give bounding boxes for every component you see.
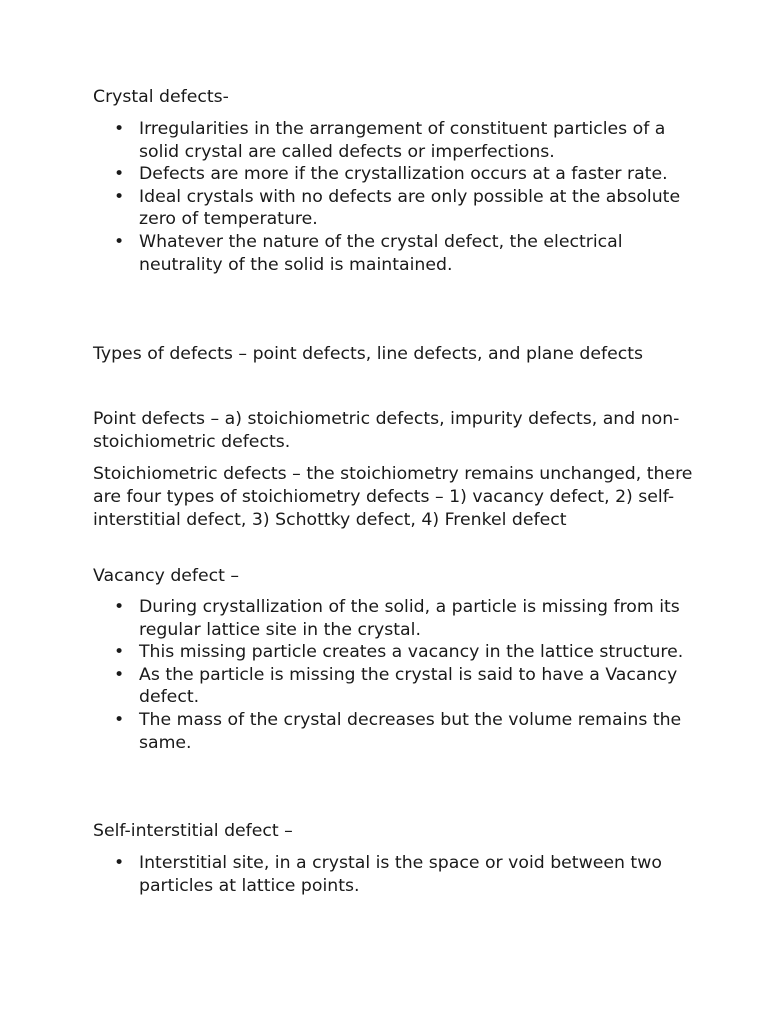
list-item-text: Whatever the nature of the crystal defect, the electrical neutrality of the solid is maintained.	[139, 231, 623, 275]
self-interstitial-list	[93, 852, 693, 897]
bullet-icon: •	[114, 709, 125, 730]
heading-self-interstitial-defect: Self-interstitial defect –	[93, 821, 293, 841]
bullet-icon: •	[114, 853, 125, 873]
list-item	[93, 118, 693, 163]
list-item-text: This missing particle creates a vacancy in the lattice structure.	[139, 642, 684, 663]
bullet-icon: •	[114, 164, 125, 185]
list-item	[93, 852, 693, 897]
list-item-text: Defects are more if the crystallization occurs at a faster rate.	[139, 164, 668, 185]
list-item	[93, 231, 693, 276]
list-item	[93, 186, 693, 231]
list-item	[93, 664, 693, 709]
heading-crystal-defects: Crystal defects-	[93, 87, 229, 107]
stoichiometric-defects: Stoichiometric defects – the stoichiometry remains unchanged, there are four types of stoichiometry defects – 1) vacancy defect, 2) self-interstitial defect, 3) Schottky defect, 4) Frenkel defect	[93, 464, 693, 530]
list-item-text: The mass of the crystal decreases but the volume remains the same.	[139, 709, 682, 753]
bullet-icon: •	[114, 231, 125, 252]
bullet-icon: •	[114, 186, 125, 207]
heading-vacancy-defect: Vacancy defect –	[93, 566, 240, 586]
list-item	[93, 596, 693, 641]
bullet-icon: •	[114, 597, 125, 617]
bullet-icon: •	[114, 119, 125, 139]
point-defects: Point defects – a) stoichiometric defects, impurity defects, and non-stoichiometric defects.	[93, 409, 680, 452]
list-item	[93, 709, 693, 754]
list-item	[93, 163, 693, 186]
list-item-text: Irregularities in the arrangement of constituent particles of a solid crystal are called defects or imperfections.	[139, 119, 666, 162]
list-item-text: Interstitial site, in a crystal is the space or void between two particles at lattice points.	[139, 853, 662, 896]
bullet-icon: •	[114, 664, 125, 685]
vacancy-defect-list	[93, 596, 693, 754]
list-item	[93, 641, 693, 664]
list-item-text: Ideal crystals with no defects are only possible at the absolute zero of temperature.	[139, 186, 681, 230]
bullet-icon: •	[114, 642, 125, 663]
types-of-defects: Types of defects – point defects, line defects, and plane defects	[93, 344, 644, 364]
crystal-defects-list	[93, 118, 693, 276]
list-item-text: As the particle is missing the crystal is said to have a Vacancy defect.	[139, 664, 678, 708]
list-item-text: During crystallization of the solid, a particle is missing from its regular lattice site in the crystal.	[139, 597, 680, 640]
